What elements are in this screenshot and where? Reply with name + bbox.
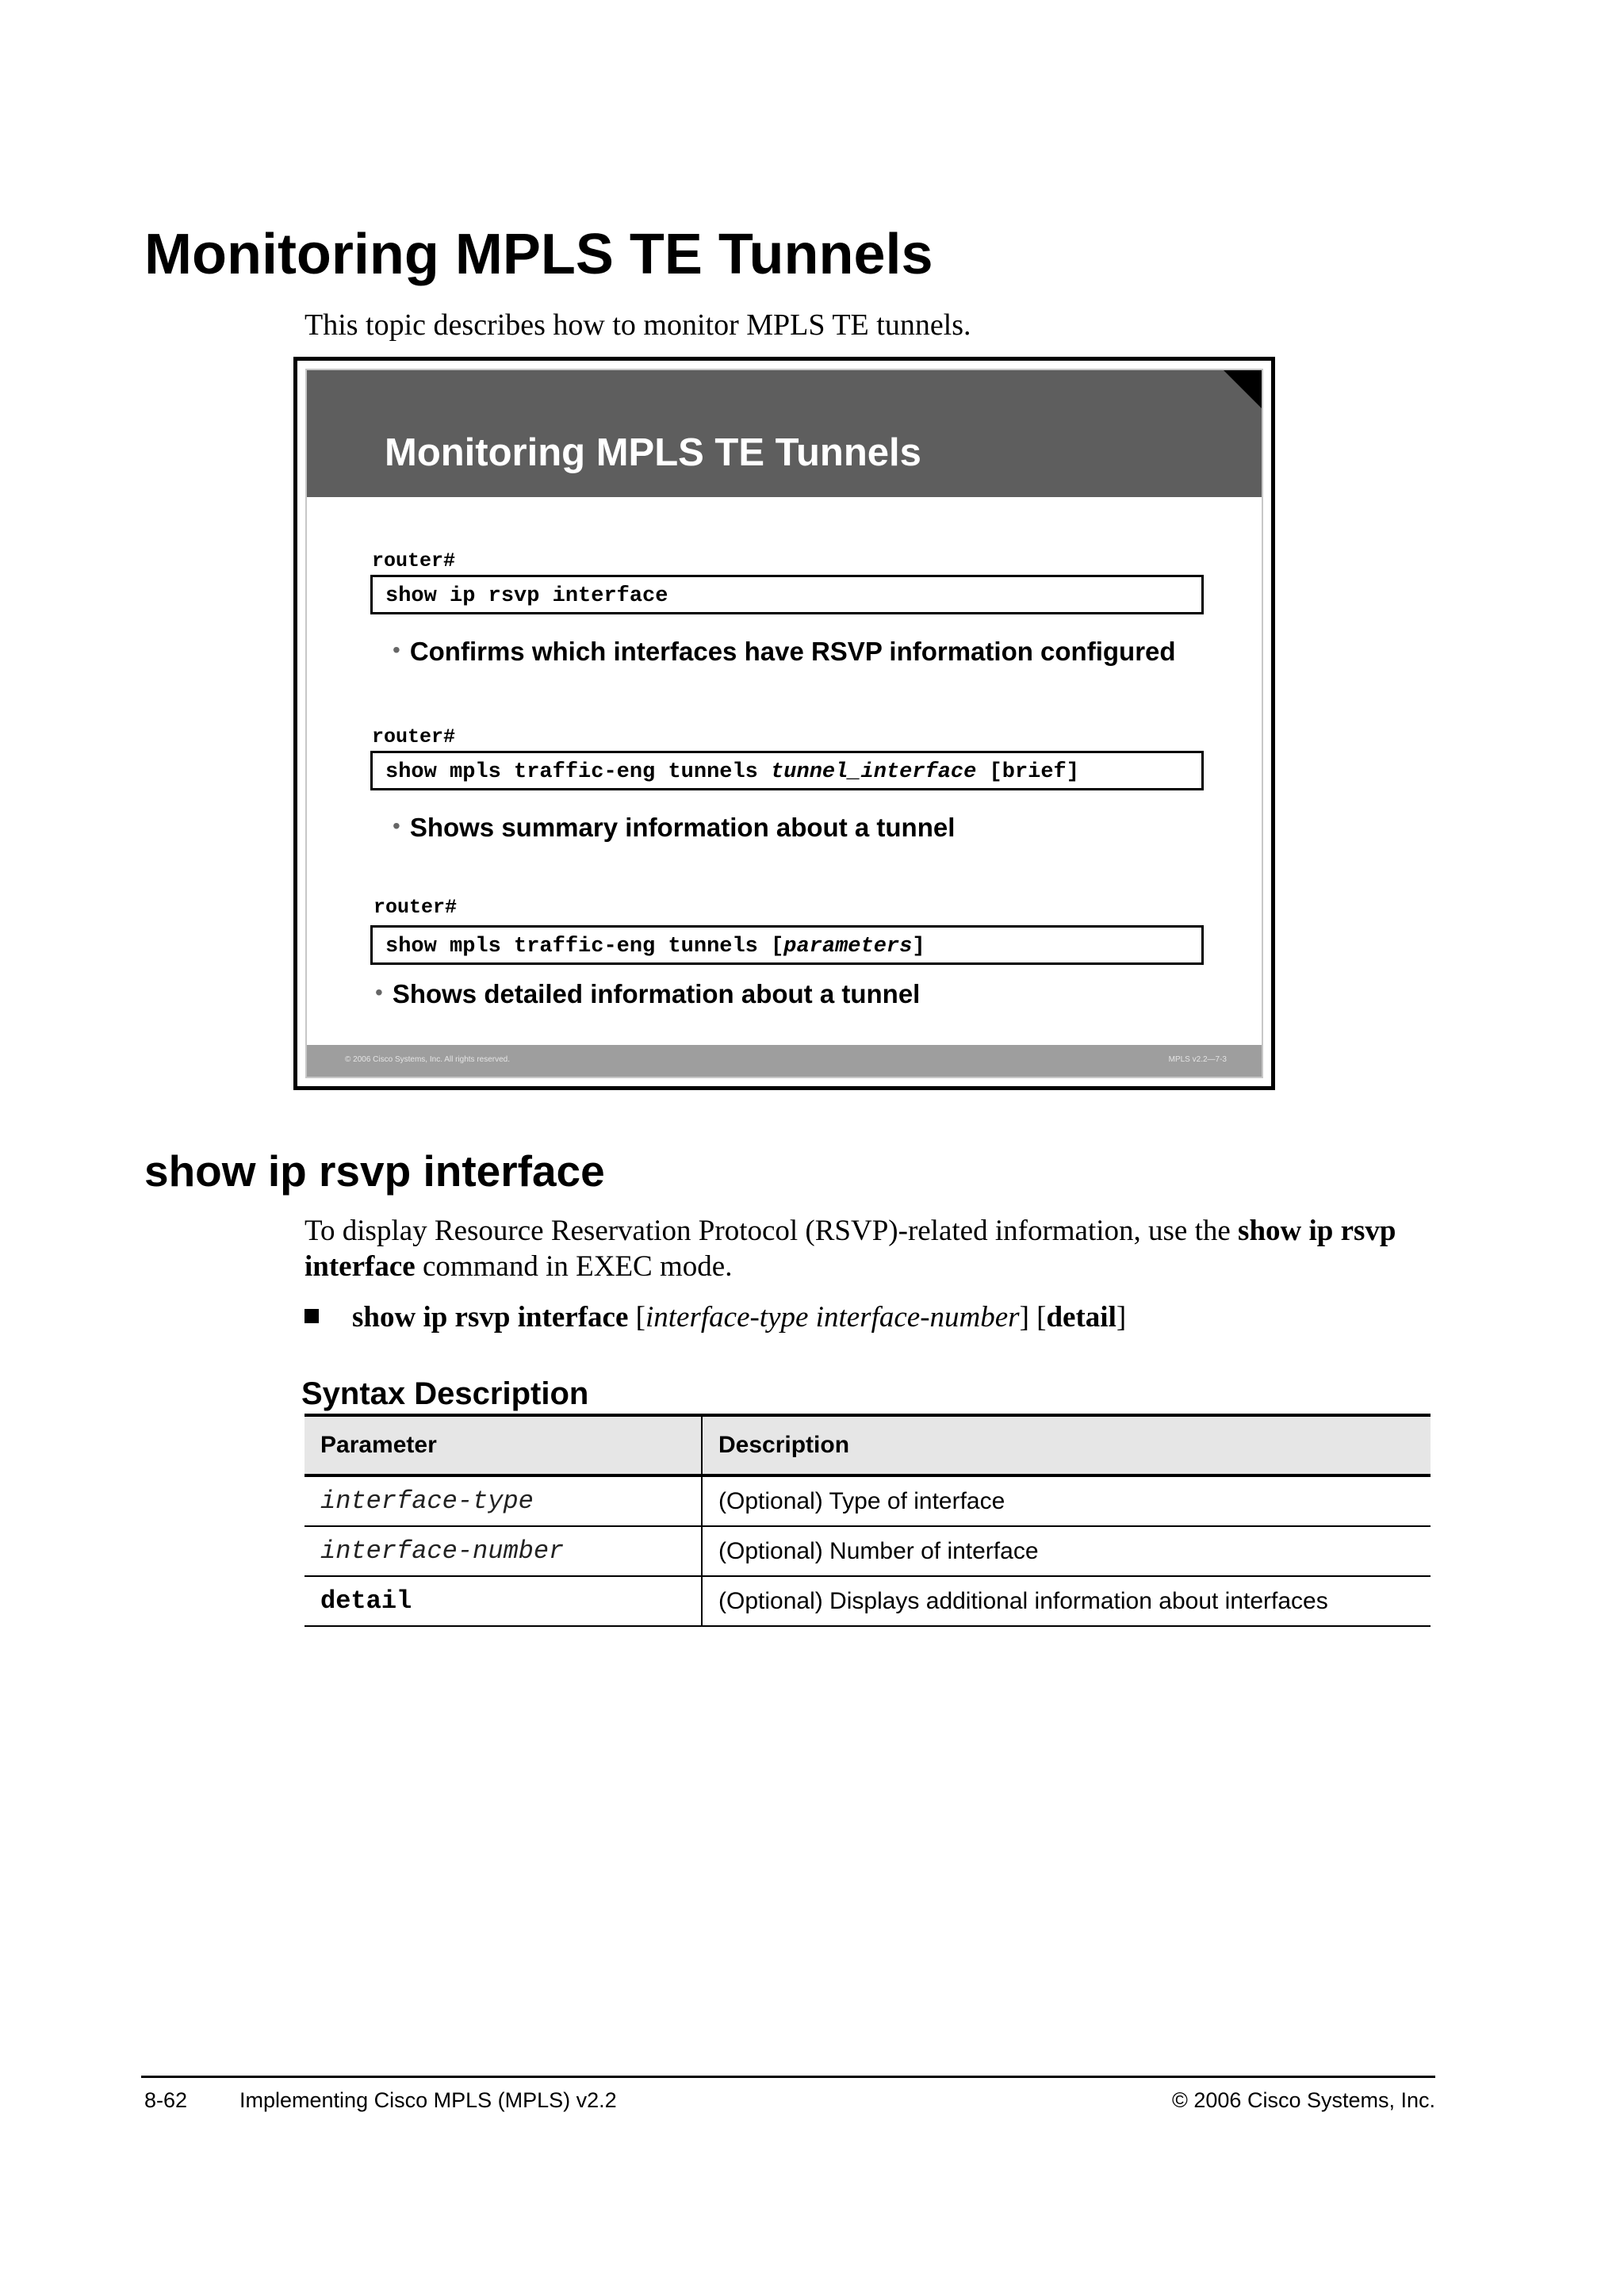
slide-footer bbox=[307, 1045, 1262, 1077]
para-command: show ip rsvp interface bbox=[304, 1215, 1396, 1283]
syntax-bracket-close: ] bbox=[1116, 1301, 1127, 1334]
table-header-row bbox=[304, 1415, 1431, 1475]
page-title: Monitoring MPLS TE Tunnels bbox=[144, 223, 933, 286]
syntax-option: detail bbox=[1046, 1301, 1116, 1334]
syntax-argument: interface-type interface-number bbox=[645, 1301, 1020, 1334]
slide-figure bbox=[293, 357, 1275, 1090]
command-text-3 bbox=[385, 936, 925, 959]
footer-copyright: © 2006 Cisco Systems, Inc. bbox=[1171, 2088, 1435, 2112]
command-text-2 bbox=[385, 761, 1079, 785]
table-row bbox=[304, 1475, 1431, 1526]
slide-version: MPLS v2.2—7-3 bbox=[1168, 1055, 1227, 1064]
slide-bullet-3 bbox=[375, 981, 920, 1007]
desc-cell: (Optional) Displays additional information about interfaces bbox=[702, 1576, 1431, 1626]
slide-bullet-1 bbox=[393, 638, 1176, 664]
footer-book-title: Implementing Cisco MPLS (MPLS) v2.2 bbox=[239, 2088, 617, 2112]
command-2-option: [brief] bbox=[976, 760, 1079, 784]
section-paragraph bbox=[304, 1213, 1415, 1284]
section-heading: show ip rsvp interface bbox=[144, 1146, 605, 1196]
syntax-table bbox=[304, 1414, 1431, 1627]
command-box-2 bbox=[370, 751, 1204, 790]
syntax-description-heading: Syntax Description bbox=[301, 1376, 589, 1411]
header-description: Description bbox=[702, 1415, 1431, 1475]
syntax-line bbox=[304, 1300, 1126, 1335]
square-bullet-icon bbox=[304, 1309, 319, 1323]
slide-bullet-2-text: Shows summary information about a tunnel bbox=[409, 813, 956, 842]
param-name: detail bbox=[320, 1586, 412, 1616]
para-text-2: command in EXEC mode. bbox=[415, 1250, 733, 1283]
table-row bbox=[304, 1526, 1431, 1576]
footer-rule bbox=[141, 2076, 1435, 2078]
param-cell bbox=[304, 1576, 702, 1626]
command-3-text: show mpls traffic-eng tunnels [ bbox=[385, 935, 784, 959]
header-parameter: Parameter bbox=[304, 1415, 702, 1475]
command-box-3 bbox=[370, 925, 1204, 965]
intro-text: This topic describes how to monitor MPLS TE tunnels. bbox=[304, 308, 971, 342]
corner-triangle bbox=[1224, 370, 1262, 408]
command-1-text: show ip rsvp interface bbox=[385, 584, 668, 608]
footer-page-number: 8-62 bbox=[144, 2088, 188, 2112]
slide-bullet-3-text: Shows detailed information about a tunnel bbox=[392, 979, 921, 1008]
para-text-1: To display Resource Reservation Protocol (RSVP)-related information, use the bbox=[304, 1215, 1239, 1247]
desc-cell: (Optional) Number of interface bbox=[702, 1526, 1431, 1576]
command-box-1 bbox=[370, 575, 1204, 614]
bullet-dot: • bbox=[393, 813, 400, 838]
slide-canvas bbox=[305, 369, 1263, 1078]
syntax-command: show ip rsvp interface bbox=[352, 1301, 629, 1334]
router-prompt-1: router# bbox=[372, 549, 456, 572]
syntax-bracket-open: [ bbox=[628, 1301, 645, 1334]
command-2-argument: tunnel_interface bbox=[771, 760, 977, 784]
param-name: interface-number bbox=[320, 1536, 565, 1566]
command-3-argument: parameters bbox=[783, 935, 913, 959]
bullet-dot: • bbox=[393, 637, 400, 662]
slide-bullet-1-text: Confirms which interfaces have RSVP information configured bbox=[409, 637, 1176, 666]
param-cell bbox=[304, 1475, 702, 1526]
table-row bbox=[304, 1576, 1431, 1626]
bullet-dot: • bbox=[375, 980, 383, 1004]
param-name: interface-type bbox=[320, 1487, 534, 1516]
command-2-text: show mpls traffic-eng tunnels bbox=[385, 760, 772, 784]
router-prompt-3: router# bbox=[373, 896, 458, 919]
command-3-close: ] bbox=[912, 935, 925, 959]
slide-copyright: © 2006 Cisco Systems, Inc. All rights reserved. bbox=[345, 1055, 511, 1064]
syntax-bracket-mid: ] [ bbox=[1019, 1301, 1047, 1334]
param-cell bbox=[304, 1526, 702, 1576]
router-prompt-2: router# bbox=[372, 725, 456, 748]
slide-title: Monitoring MPLS TE Tunnels bbox=[385, 431, 921, 474]
desc-cell: (Optional) Type of interface bbox=[702, 1475, 1431, 1526]
slide-header bbox=[307, 370, 1262, 497]
command-text-1 bbox=[385, 585, 668, 609]
slide-bullet-2 bbox=[393, 814, 955, 840]
